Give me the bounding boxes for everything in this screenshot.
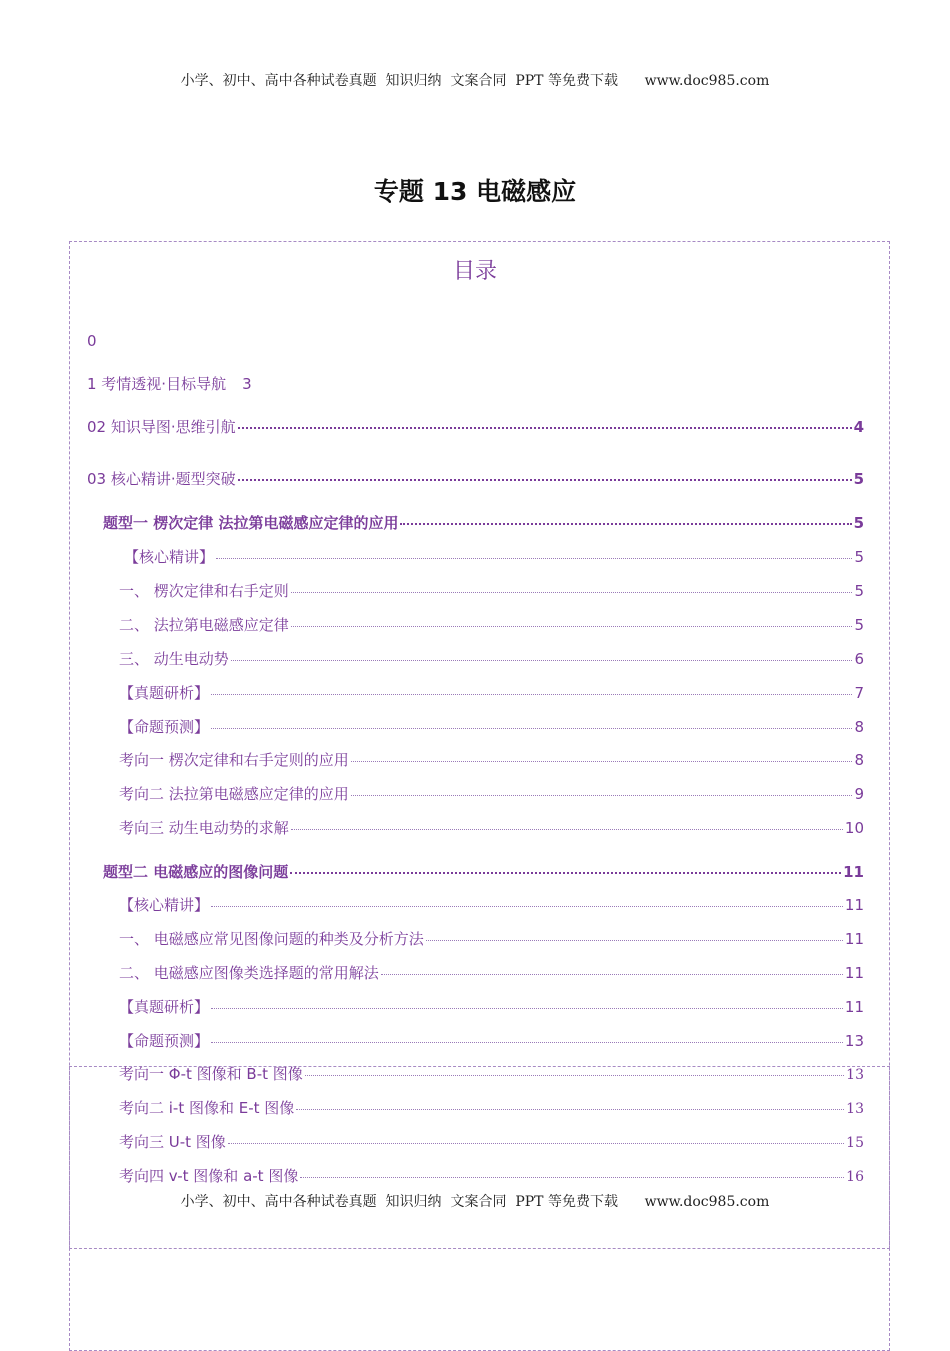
toc-entry[interactable]	[124, 545, 864, 569]
toc-entry-page: 5	[854, 582, 864, 600]
leader-dots	[231, 660, 853, 661]
toc-entry-page: 5	[854, 548, 864, 566]
toc-entry-page: 8	[854, 718, 864, 736]
leader-dots	[238, 427, 852, 429]
toc-entry-label: 03 核心精讲·题型突破	[87, 470, 236, 488]
toc-entry[interactable]	[119, 1029, 864, 1053]
toc-entry[interactable]	[119, 1062, 864, 1086]
toc-overlap-frame	[69, 1066, 890, 1249]
leader-dots	[211, 694, 852, 695]
toc-entry[interactable]	[103, 511, 864, 535]
toc-entry[interactable]	[119, 961, 864, 985]
toc-entry-page: 13	[846, 1067, 864, 1083]
leader-dots	[216, 558, 852, 559]
toc-entry-label: 考向二 i-t 图像和 E-t 图像	[119, 1099, 295, 1117]
toc-entry[interactable]	[119, 681, 864, 705]
toc-entry-label: 题型一 楞次定律 法拉第电磁感应定律的应用	[103, 514, 399, 532]
leader-dots	[238, 479, 852, 481]
toc-entry-page: 11	[844, 998, 864, 1016]
toc-entry-label: 考向二 法拉第电磁感应定律的应用	[119, 785, 349, 803]
toc-entry-page: 16	[846, 1169, 864, 1185]
toc-entry[interactable]	[119, 715, 864, 739]
toc-entry[interactable]	[119, 748, 864, 772]
toc-entry[interactable]	[87, 372, 252, 396]
toc-entry-page: 13	[846, 1101, 864, 1117]
leader-dots	[291, 626, 853, 627]
toc-entry-page: 9	[854, 785, 864, 803]
toc-entry-label: 二、 法拉第电磁感应定律	[119, 616, 289, 634]
toc-entry-label: 【命题预测】	[119, 1032, 210, 1050]
toc-entry-label: 【命题预测】	[119, 718, 210, 736]
leader-dots	[296, 1109, 844, 1110]
toc-entry-page: 7	[854, 684, 864, 702]
toc-entry[interactable]	[119, 995, 864, 1019]
toc-entry-label: 0	[87, 332, 97, 350]
toc-entry[interactable]	[119, 647, 864, 671]
leader-dots	[290, 872, 841, 874]
leader-dots	[351, 761, 853, 762]
toc-entry-label: 题型二 电磁感应的图像问题	[103, 863, 289, 881]
toc-entry-page: 8	[854, 751, 864, 769]
toc-entry[interactable]	[119, 816, 864, 840]
toc-entry-page: 11	[844, 930, 864, 948]
toc-entry-label: 二、 电磁感应图像类选择题的常用解法	[119, 964, 379, 982]
toc-entry-page: 11	[844, 964, 864, 982]
toc-entry[interactable]	[103, 860, 864, 884]
leader-dots	[291, 592, 853, 593]
toc-entry-label: 【真题研析】	[119, 998, 210, 1016]
leader-dots	[211, 728, 852, 729]
document-title: 专题 13 电磁感应	[373, 177, 577, 206]
leader-dots	[228, 1143, 844, 1144]
toc-entry[interactable]	[119, 893, 864, 917]
toc-entry-label: 02 知识导图·思维引航	[87, 418, 236, 436]
toc-entry-label: 【核心精讲】	[124, 548, 215, 566]
leader-dots	[291, 829, 843, 830]
toc-entry-label: 考向四 v-t 图像和 a-t 图像	[119, 1167, 299, 1185]
toc-entry[interactable]	[87, 415, 864, 439]
toc-entry-page: 5	[854, 616, 864, 634]
toc-entry-page: 15	[846, 1135, 864, 1151]
toc-entry-page: 3	[242, 375, 252, 393]
toc-entry-label: 一、 电磁感应常见图像问题的种类及分析方法	[119, 930, 424, 948]
toc-entry-page: 6	[854, 650, 864, 668]
toc-entry[interactable]	[119, 927, 864, 951]
toc-entry-label: 考向一 Φ-t 图像和 B-t 图像	[119, 1065, 303, 1083]
leader-dots	[381, 974, 843, 975]
toc-entry-page: 5	[853, 470, 864, 488]
toc-entry[interactable]	[119, 1130, 864, 1154]
toc-entry-label: 考向三 动生电动势的求解	[119, 819, 289, 837]
leader-dots	[300, 1177, 844, 1178]
toc-entry[interactable]	[119, 579, 864, 603]
leader-dots	[211, 1008, 843, 1009]
leader-dots	[351, 795, 853, 796]
toc-entry-label: 【真题研析】	[119, 684, 210, 702]
toc-entry[interactable]	[119, 782, 864, 806]
toc-entry-page: 11	[844, 896, 864, 914]
leader-dots	[211, 906, 843, 907]
toc-entry-label: 三、 动生电动势	[119, 650, 229, 668]
page-footer: 小学、初中、高中各种试卷真题 知识归纳 文案合同 PPT 等免费下载 www.doc985.com	[180, 1194, 770, 1210]
toc-entry[interactable]	[119, 1164, 864, 1188]
toc-entry-label: 考向一 楞次定律和右手定则的应用	[119, 751, 349, 769]
toc-entry-label: 考向三 U-t 图像	[119, 1133, 226, 1151]
toc-entry-label: 【核心精讲】	[119, 896, 210, 914]
leader-dots	[211, 1042, 843, 1043]
toc-entry-page: 4	[853, 418, 864, 436]
toc-entry-page: 13	[844, 1032, 864, 1050]
toc-entry-label: 一、 楞次定律和右手定则	[119, 582, 289, 600]
page-header: 小学、初中、高中各种试卷真题 知识归纳 文案合同 PPT 等免费下载 www.doc985.com	[180, 73, 770, 89]
leader-dots	[400, 523, 851, 525]
toc-heading: 目录	[452, 259, 497, 284]
toc-entry-label: 1 考情透视·目标导航	[87, 375, 227, 393]
toc-entry[interactable]	[119, 613, 864, 637]
toc-entry[interactable]	[87, 467, 864, 491]
toc-entry[interactable]	[87, 329, 97, 353]
leader-dots	[305, 1075, 844, 1076]
leader-dots	[426, 940, 843, 941]
toc-entry[interactable]	[119, 1096, 864, 1120]
toc-entry-page: 10	[844, 819, 864, 837]
toc-entry-page: 5	[853, 514, 864, 532]
toc-entry-page: 11	[843, 863, 864, 881]
